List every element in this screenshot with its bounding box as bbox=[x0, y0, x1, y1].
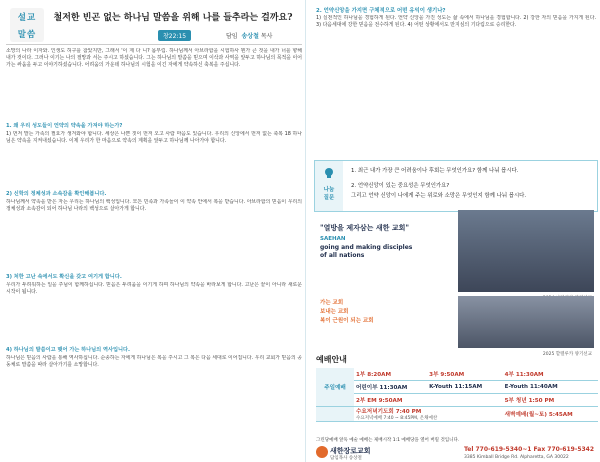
reflection-question-1: 1. 최근 내가 가장 큰 어려움이나 후회는 무엇인가요? 함께 나눠 봅시다. bbox=[351, 168, 519, 174]
reflection-question-3: 그리고 언약 신앙이 나에게 주는 위로와 소망은 무엇인지 함께 나눠 봅시다. bbox=[351, 193, 527, 199]
sermon-body-4: 하나님은 믿음의 사람을 통해 역사하십니다. 순종하는 자에게 하나님은 복을 주시고 그 복은 다음 세대로 이어집니다. 우리 교회가 믿음의 공동체로 말씀을 따라 살아가기를 소망합니다. bbox=[6, 355, 302, 368]
pastor-label: 담임 bbox=[226, 33, 238, 40]
section-body: 1) 실천적인 하나님을 경험하게 된다. 언약 신앙을 가진 성도는 삶 속에서 하나님을 경험합니다. 2) 강한 자의 믿음을 가지게 된다. 3) 다음세대에 강한 믿음을 전수하게 된다. 4) 어떤 상황에서도 만지심의 기다림으로 승리한다. bbox=[316, 15, 596, 28]
worship-cell bbox=[354, 407, 503, 422]
pastor-line: 담임목사 송상철 bbox=[330, 456, 362, 461]
reflection-label-line2: 질문 bbox=[323, 195, 335, 201]
worship-category bbox=[316, 407, 354, 422]
photo-caption-2: 2025 할렐루카 양기선교 bbox=[542, 352, 592, 357]
pastor-name: 송상철 bbox=[241, 33, 259, 40]
church-name: 새한장로교회 bbox=[330, 446, 371, 455]
section-heading: 2. 언약신앙을 가지면 구체적으로 어떤 유익이 생기나? bbox=[316, 8, 446, 14]
tagline-3: 복이 근원이 되는 교회 bbox=[320, 318, 374, 324]
sermon-subhead-2: 2) 신학의 정체성과 소속감을 확인해봅니다. bbox=[6, 191, 107, 197]
info-column bbox=[308, 0, 600, 462]
sermon-subhead-1: 1. 왜 우리 성도들이 언약의 약속을 가져야 하는가? bbox=[6, 123, 123, 129]
worship-cell: E-Youth 11:40AM bbox=[503, 381, 598, 394]
column-divider bbox=[305, 0, 306, 462]
sermon-badge-line2: 말씀 bbox=[17, 30, 37, 40]
table-row bbox=[316, 407, 598, 422]
reflection-label bbox=[315, 161, 343, 211]
worship-table bbox=[316, 368, 598, 422]
tagline-2: 보내는 교회 bbox=[320, 309, 349, 315]
footer-note: 그린당예배 앞둑 예술 예배는 제배시작 1:1 예배당을 열어 버릴 것입니다. bbox=[316, 438, 460, 443]
sermon-subhead-3: 3) 처한 고난 속에서도 확신을 갖고 여기게 합니다. bbox=[6, 274, 122, 280]
contact-address: 3385 Kimball Bridge Rd. Alpharetta, GA 30022 bbox=[464, 455, 569, 460]
sermon-body-1: 1) 먼저 말는 가족의 필요가 생겨와야 합니다. 세상은 나쁜 짓이 먼저 오고 사람 마음도 있습니다. 우리의 신앙에서 먼저 없는 축복 18 하나님은 약속을 지켜내셨습니다. 이제 우리가 한 마음으로 약속의 계획을 앞두고 하나님께 나아가야 합니다. bbox=[6, 131, 302, 144]
wednesday-service: 수요저녁기도회 7:40 PM bbox=[356, 409, 422, 415]
slogan-korean: "열방을 제자삼는 새한 교회" bbox=[320, 223, 409, 232]
worship-category: 주일예배 bbox=[316, 368, 354, 407]
worship-title: 예배안내 bbox=[316, 355, 347, 364]
table-row bbox=[316, 394, 598, 407]
sermon-title: 철저한 빈곤 없는 하나님 말씀을 위해 나를 들추라는 걸까요? bbox=[53, 13, 293, 23]
sermon-body-3: 우리가 두려워하는 일을 주님이 함께하십니다. 믿음은 두려움을 이기게 하며 하나님의 약속을 바라보게 합니다. 고난은 끝이 아니라 새로운 시작이 됩니다. bbox=[6, 282, 302, 295]
lightbulb-icon bbox=[323, 167, 335, 179]
mission-photo-1 bbox=[458, 210, 594, 292]
church-logo-icon bbox=[316, 446, 328, 458]
scripture-reference: 창22:15 bbox=[158, 30, 191, 41]
slogan-english-brand: SAEHAN bbox=[320, 236, 346, 242]
wednesday-note: 수요저녁예배 7:40 ~ 8:45PM, 온채예찬 bbox=[356, 416, 438, 421]
contact-phone: Tel 770-619-5340~1 Fax 770-619-5342 bbox=[464, 446, 595, 453]
sermon-subhead-4: 4) 하나님의 말씀이고 맺어 가는 하나님의 역사입니다. bbox=[6, 347, 131, 353]
slogan-english-line1: going and making disciples bbox=[320, 244, 413, 251]
sermon-body-2: 하나님께서 약속을 받은 자는 우리는 하나님의 백성입니다. 모든 민족과 가족들이 이 약속 안에서 복을 받습니다. 아브라함의 믿음이 우리의 정체성과 소속감이 되어 하나님 나라의 백성으로 살아가게 합니다. bbox=[6, 199, 302, 212]
divider bbox=[6, 44, 302, 45]
worship-cell: 4부 11:30AM bbox=[503, 368, 598, 381]
sermon-badge-line1: 설교 bbox=[17, 13, 37, 23]
pastor-suffix: 목사 bbox=[260, 33, 273, 40]
table-row bbox=[316, 368, 598, 381]
pastor-credit bbox=[226, 31, 272, 40]
worship-cell: 5부 청년 1:50 PM bbox=[503, 394, 598, 407]
sermon-meta bbox=[48, 30, 298, 42]
tagline-1: 가는 교회 bbox=[320, 300, 344, 306]
sermon-badge bbox=[10, 8, 44, 42]
slogan-english-line2: of all nations bbox=[320, 252, 365, 259]
table-row bbox=[316, 381, 598, 394]
worship-cell bbox=[427, 394, 502, 407]
worship-cell: 3부 9:50AM bbox=[427, 368, 502, 381]
worship-cell: 새벽예배(월~토) 5:45AM bbox=[503, 407, 598, 422]
worship-cell: 2부 EM 9:50AM bbox=[354, 394, 427, 407]
sermon-intro: 소망의 나라 이자와. 인생도 허구를 참았지만, 그래서 '이 제 다 니? 몸부림. 하나님께서 아브라함을 시험하사 뭔가 큰 것을 내가 너를 향해 내가 것이다. 그러나 이기는 나의 절망과 서는 주시고 하셨습니다. 그는 하나님의 말씀을 믿으며 이삭과 사역을 앞두고 하나님의 목적을 이어가는 싸움을 두고 이야기하셨습니다. 어려움의 가운데 하나님의 시험을 이긴 자에게 약속하신 축복을 주십니다. bbox=[6, 48, 302, 68]
worship-cell: K-Youth 11:15AM bbox=[427, 381, 502, 394]
reflection-question-2: 2. 언약신앙이 있는 중요성은 무엇인가요? bbox=[351, 183, 450, 189]
worship-cell: 어린이부 11:30AM bbox=[354, 381, 427, 394]
reflection-box bbox=[314, 160, 598, 212]
reflection-label-line1: 나눔 bbox=[323, 187, 335, 193]
mission-photo-2 bbox=[458, 296, 594, 357]
worship-cell: 1부 8:20AM bbox=[354, 368, 427, 381]
